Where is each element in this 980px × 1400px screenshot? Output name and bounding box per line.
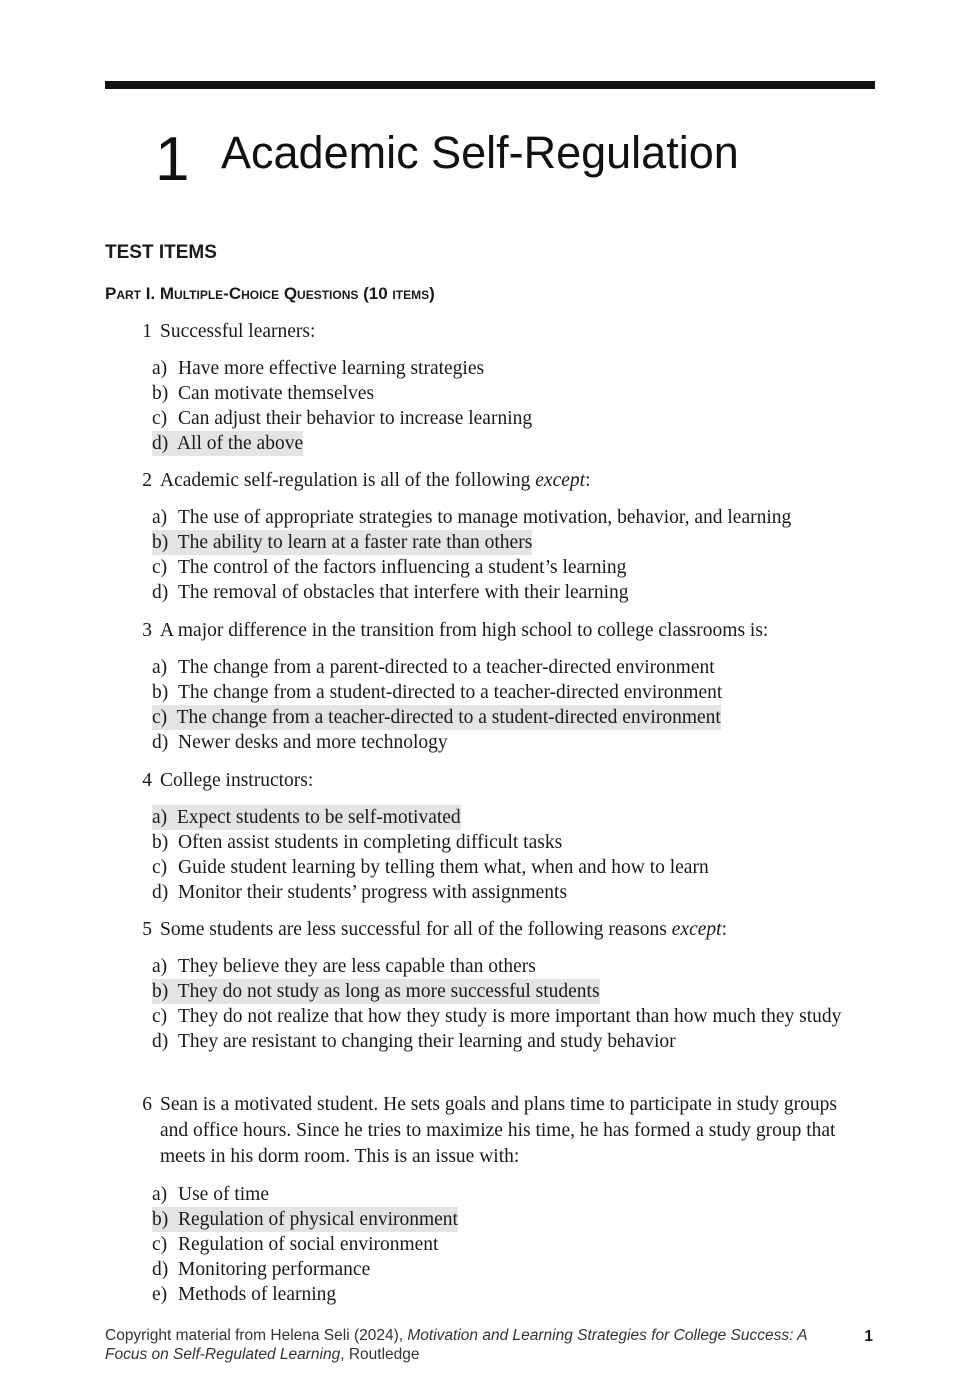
option-a: a) The use of appropriate strategies to manage motivation, behavior, and learning (152, 507, 792, 528)
page-footer (105, 1326, 875, 1364)
option-d: d) Newer desks and more technology (152, 732, 448, 753)
chapter-heading (155, 118, 739, 202)
question-number: 4 (142, 770, 152, 791)
question-2 (105, 468, 865, 605)
option-c: c) They do not realize that how they study is more important than how much they study (152, 1006, 842, 1027)
chapter-number: 1 (155, 125, 190, 194)
question-5 (105, 917, 865, 1054)
question-1 (105, 319, 865, 456)
option-d: d) The removal of obstacles that interfere with their learning (152, 582, 629, 603)
question-3 (105, 618, 865, 755)
option-c-answer (152, 705, 865, 730)
option-d: d) Monitoring performance (152, 1259, 371, 1280)
question-number: 1 (142, 321, 152, 342)
option-d: d) Monitor their students’ progress with assignments (152, 882, 568, 903)
option-d: d) They are resistant to changing their learning and study behavior (152, 1031, 676, 1052)
option-b-answer (152, 1207, 865, 1232)
question-text: Some students are less successful for all of the following reasons except: (160, 919, 727, 940)
option-a: a) Have more effective learning strategies (152, 358, 485, 379)
copyright-notice: Copyright material from Helena Seli (2024), Motivation and Learning Strategies for College Success: A Focus on Self-Regulated Learning, Routledge (105, 1327, 807, 1363)
answer-highlight: d) All of the above (152, 433, 304, 454)
option-a-answer (152, 805, 865, 830)
chapter-title: Academic Self-Regulation (221, 127, 739, 178)
option-c: c) Regulation of social environment (152, 1234, 439, 1255)
option-b: b) Can motivate themselves (152, 383, 375, 404)
question-6 (105, 1092, 865, 1307)
question-text: Academic self-regulation is all of the following except: (160, 470, 591, 491)
option-c: c) The control of the factors influencing a student’s learning (152, 557, 627, 578)
option-a: a) They believe they are less capable than others (152, 956, 536, 977)
question-text: Sean is a motivated student. He sets goals and plans time to participate in study groups and office hours. Since he tries to maximize his time, he has formed a study group that meets in his dorm room. This is an issue with: (160, 1094, 837, 1167)
question-number: 5 (142, 919, 152, 940)
option-b-answer (152, 979, 865, 1004)
answer-highlight: b) The ability to learn at a faster rate than others (152, 532, 533, 553)
question-text: A major difference in the transition from high school to college classrooms is: (160, 620, 769, 641)
question-number: 6 (142, 1094, 152, 1115)
option-c: c) Guide student learning by telling them what, when and how to learn (152, 857, 709, 878)
question-text: College instructors: (160, 770, 314, 791)
option-b-answer (152, 530, 865, 555)
page-number: 1 (864, 1328, 873, 1345)
option-e: e) Methods of learning (152, 1284, 337, 1305)
option-b: b) Often assist students in completing difficult tasks (152, 832, 563, 853)
chapter-top-rule (105, 81, 875, 89)
answer-highlight: c) The change from a teacher-directed to a student-directed environment (152, 707, 721, 728)
question-text: Successful learners: (160, 321, 316, 342)
option-b: b) The change from a student-directed to a teacher-directed environment (152, 682, 723, 703)
answer-highlight: b) Regulation of physical environment (152, 1209, 458, 1230)
question-4 (105, 768, 865, 905)
option-d-answer (152, 431, 865, 456)
option-c: c) Can adjust their behavior to increase learning (152, 408, 533, 429)
question-number: 2 (142, 470, 152, 491)
section-heading: TEST ITEMS (105, 242, 217, 263)
question-number: 3 (142, 620, 152, 641)
option-a: a) Use of time (152, 1184, 269, 1205)
answer-highlight: a) Expect students to be self-motivated (152, 807, 461, 828)
part-heading: Part I. Multiple-Choice Questions (10 items) (105, 284, 435, 303)
answer-highlight: b) They do not study as long as more successful students (152, 981, 600, 1002)
option-a: a) The change from a parent-directed to a teacher-directed environment (152, 657, 715, 678)
